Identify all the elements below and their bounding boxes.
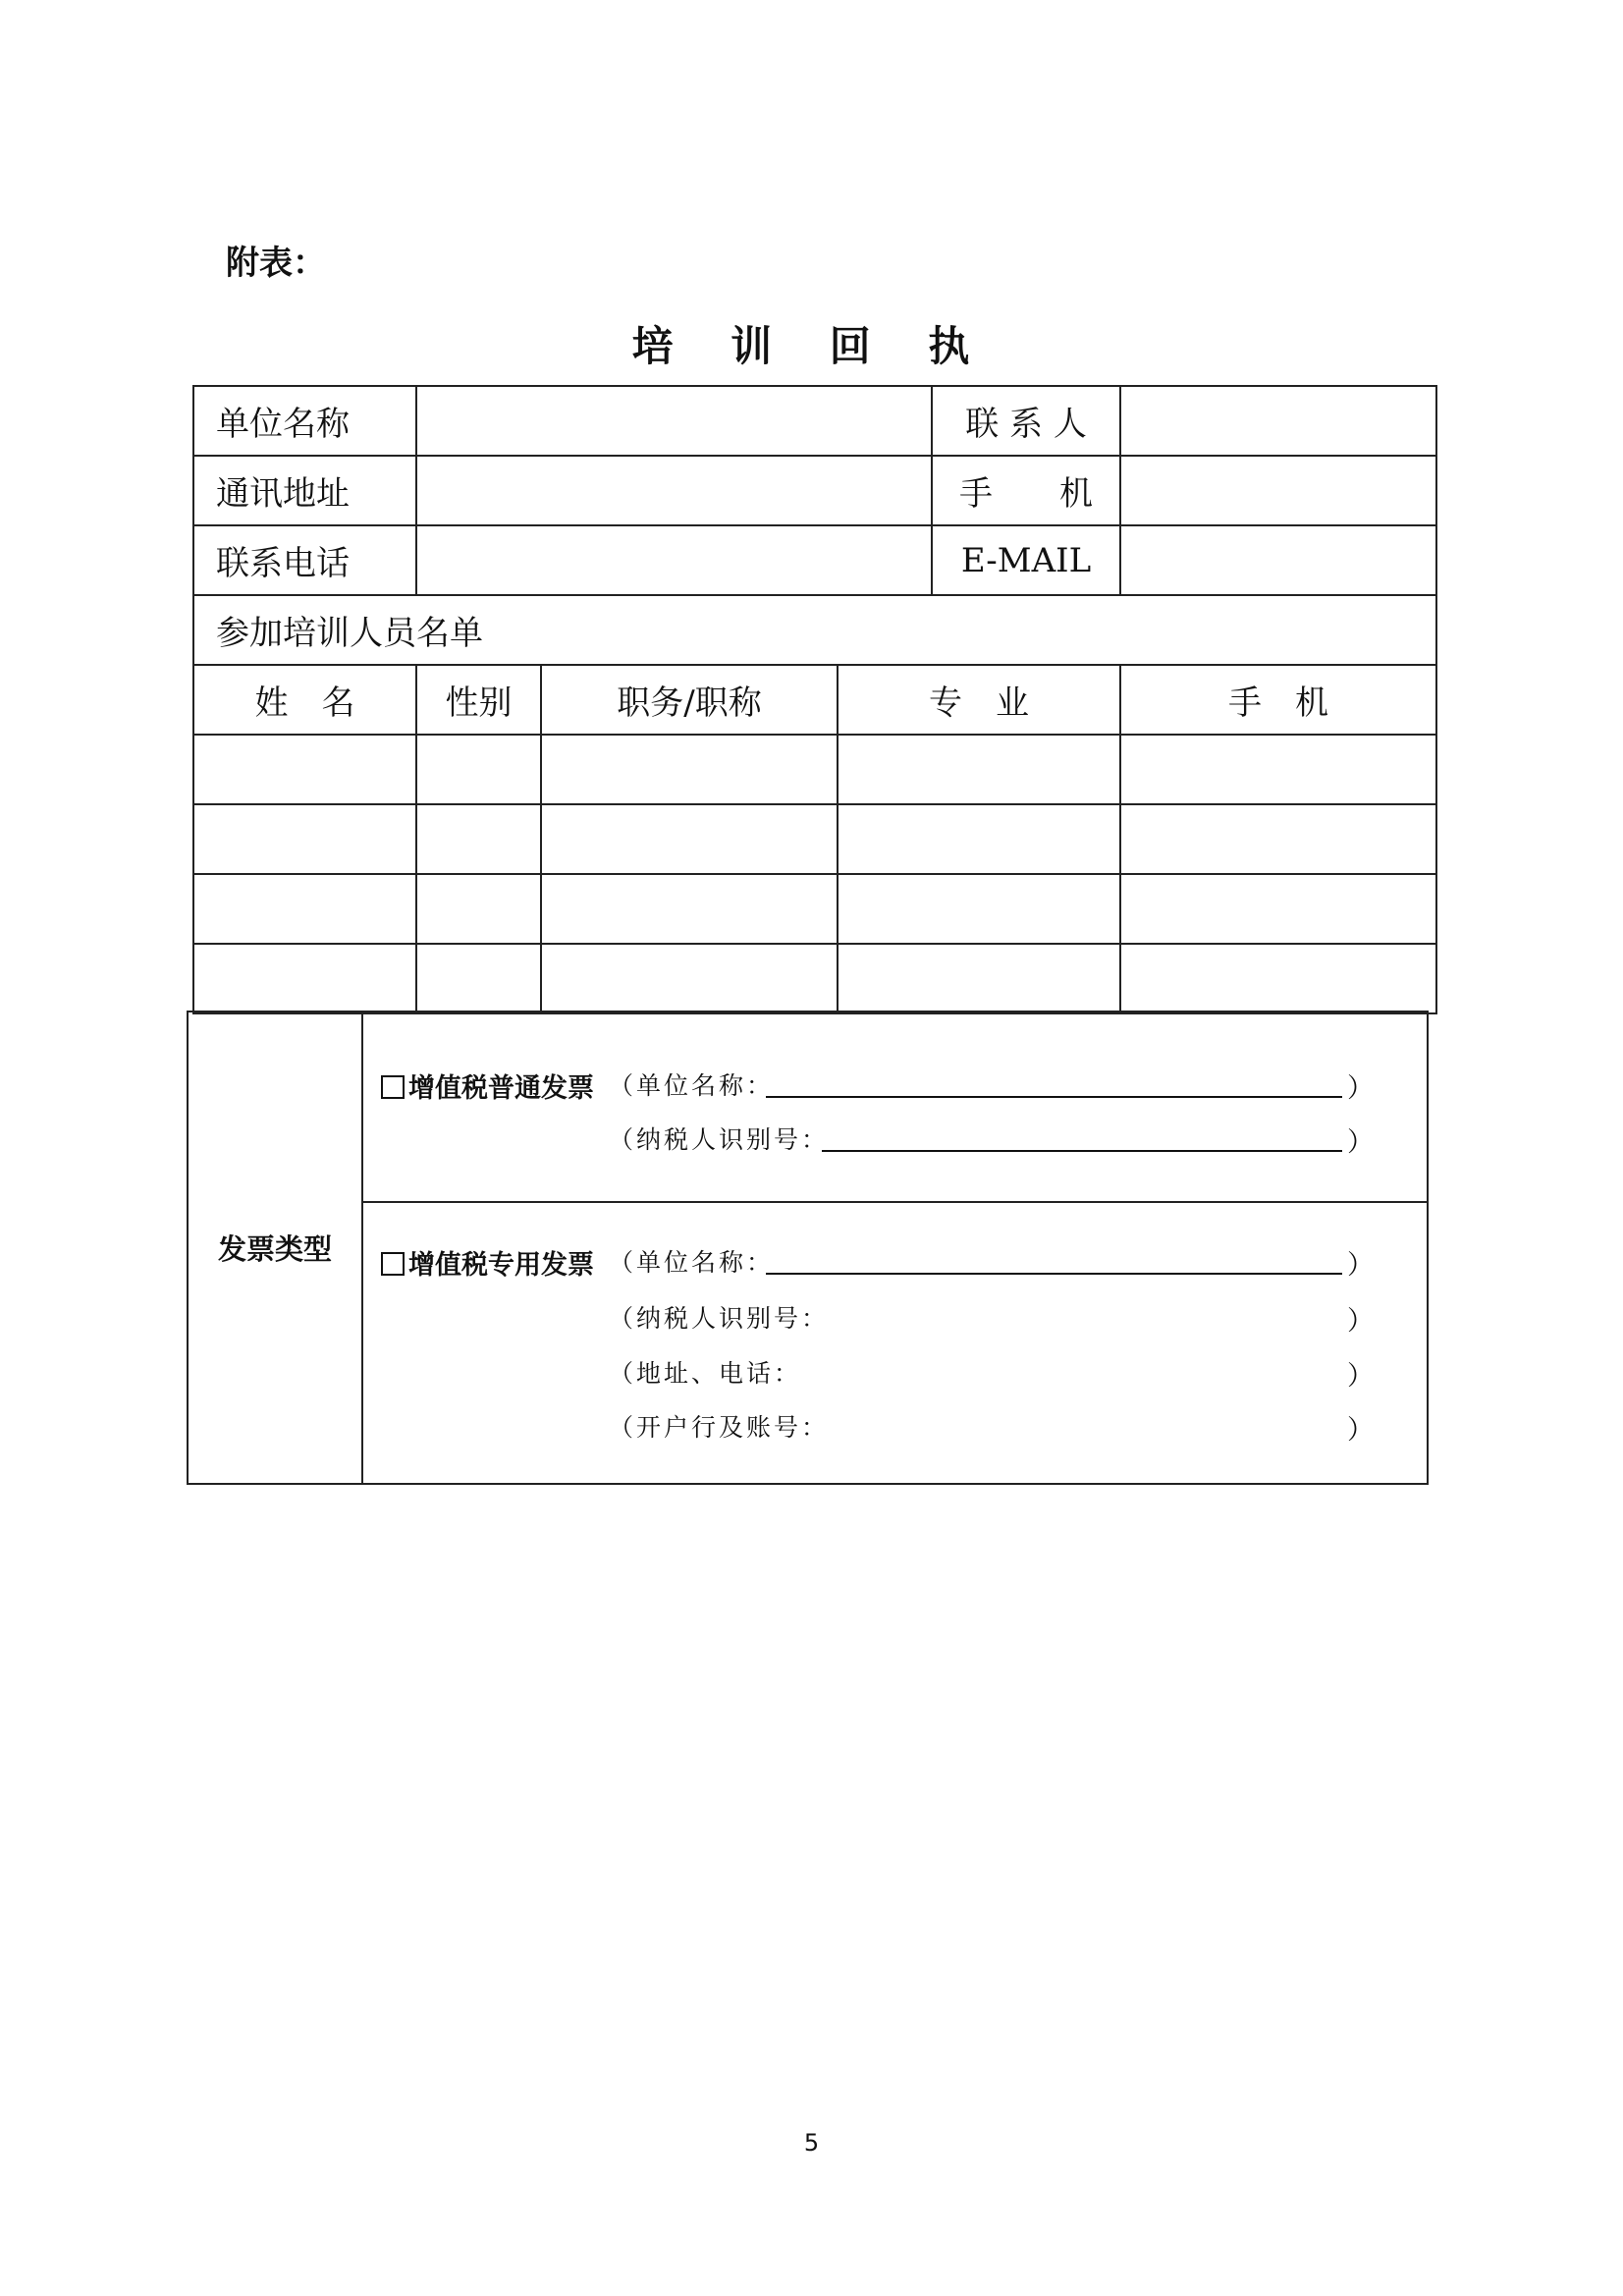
form-row-phone <box>193 525 1436 595</box>
attendee-mobile-cell[interactable] <box>1120 804 1436 874</box>
general-invoice-taxid-line <box>363 1121 1427 1160</box>
email-label: E-MAIL <box>932 525 1120 595</box>
attendee-title-cell[interactable] <box>541 735 838 804</box>
mobile-label: 手 机 <box>932 456 1120 525</box>
phone-label: 联系电话 <box>193 525 416 595</box>
form-row-unit <box>193 386 1436 456</box>
special-invoice-name: 增值税专用发票 <box>408 1250 594 1281</box>
attendee-mobile-cell[interactable] <box>1120 944 1436 1013</box>
attendee-name-cell[interactable] <box>193 735 416 804</box>
attendee-major-cell[interactable] <box>838 874 1120 944</box>
close-paren: ） <box>1347 1073 1374 1104</box>
special-invoice-unit-line <box>363 1243 1427 1283</box>
invoice-type-label: 发票类型 <box>189 1012 363 1483</box>
attendee-major-cell[interactable] <box>838 944 1120 1013</box>
general-invoice-unit-line <box>363 1066 1427 1106</box>
attendee-gender-cell[interactable] <box>416 944 541 1013</box>
close-paren: ） <box>1347 1361 1374 1392</box>
checkbox-icon[interactable] <box>381 1075 405 1099</box>
attendees-header-row <box>193 665 1436 735</box>
general-invoice-block <box>363 1012 1427 1203</box>
attendee-gender-cell[interactable] <box>416 735 541 804</box>
unit-name-label: 单位名称 <box>193 386 416 456</box>
attendee-major-cell[interactable] <box>838 735 1120 804</box>
checkbox-icon[interactable] <box>381 1252 405 1276</box>
mobile-field[interactable] <box>1120 456 1436 525</box>
contact-person-field[interactable] <box>1120 386 1436 456</box>
form-title: 培 训 回 执 <box>631 322 992 370</box>
attendee-title-cell[interactable] <box>541 874 838 944</box>
close-paren: ） <box>1347 1250 1374 1281</box>
attendee-name-cell[interactable] <box>193 944 416 1013</box>
contact-person-label: 联 系 人 <box>932 386 1120 456</box>
close-paren: ） <box>1347 1127 1374 1158</box>
special-bank-account-label: （开户行及账号： <box>609 1413 830 1442</box>
special-invoice-taxid-line <box>363 1299 1427 1339</box>
attendee-row <box>193 735 1436 804</box>
attendee-mobile-cell[interactable] <box>1120 735 1436 804</box>
col-major-header: 专 业 <box>838 665 1120 735</box>
attendee-name-cell[interactable] <box>193 804 416 874</box>
attendee-row <box>193 944 1436 1013</box>
general-unit-name-input[interactable] <box>766 1096 1342 1098</box>
attendee-row <box>193 804 1436 874</box>
special-invoice-bank-line <box>363 1408 1427 1448</box>
special-unit-name-label: （单位名称： <box>609 1248 775 1277</box>
attendee-gender-cell[interactable] <box>416 874 541 944</box>
attendee-row <box>193 874 1436 944</box>
general-unit-name-label: （单位名称： <box>609 1071 775 1100</box>
close-paren: ） <box>1347 1306 1374 1337</box>
special-address-phone-label: （地址、电话： <box>609 1359 802 1388</box>
general-tax-id-label: （纳税人识别号： <box>609 1125 830 1154</box>
address-field[interactable] <box>416 456 932 525</box>
general-invoice-option[interactable] <box>381 1066 594 1105</box>
col-name-header: 姓 名 <box>193 665 416 735</box>
special-invoice-address-line <box>363 1354 1427 1394</box>
unit-name-field[interactable] <box>416 386 932 456</box>
invoice-type-section <box>187 1011 1429 1485</box>
col-mobile-header: 手 机 <box>1120 665 1436 735</box>
email-field[interactable] <box>1120 525 1436 595</box>
general-tax-id-input[interactable] <box>822 1150 1342 1152</box>
close-paren: ） <box>1347 1415 1374 1446</box>
special-invoice-option[interactable] <box>381 1243 594 1282</box>
special-unit-name-input[interactable] <box>766 1273 1342 1275</box>
special-tax-id-label: （纳税人识别号： <box>609 1304 830 1333</box>
attendee-title-cell[interactable] <box>541 944 838 1013</box>
attendee-gender-cell[interactable] <box>416 804 541 874</box>
attendee-mobile-cell[interactable] <box>1120 874 1436 944</box>
page-number: 5 <box>803 2129 820 2157</box>
attendees-heading: 参加培训人员名单 <box>193 595 1436 665</box>
address-label: 通讯地址 <box>193 456 416 525</box>
attendee-title-cell[interactable] <box>541 804 838 874</box>
special-invoice-block <box>363 1201 1427 1483</box>
appendix-label: 附表： <box>226 244 326 283</box>
registration-form-table <box>192 385 1437 1014</box>
attendee-name-cell[interactable] <box>193 874 416 944</box>
col-title-header: 职务/职称 <box>541 665 838 735</box>
general-invoice-name: 增值税普通发票 <box>408 1073 594 1104</box>
phone-field[interactable] <box>416 525 932 595</box>
col-gender-header: 性别 <box>416 665 541 735</box>
form-row-attendees-heading <box>193 595 1436 665</box>
form-row-address <box>193 456 1436 525</box>
attendee-major-cell[interactable] <box>838 804 1120 874</box>
